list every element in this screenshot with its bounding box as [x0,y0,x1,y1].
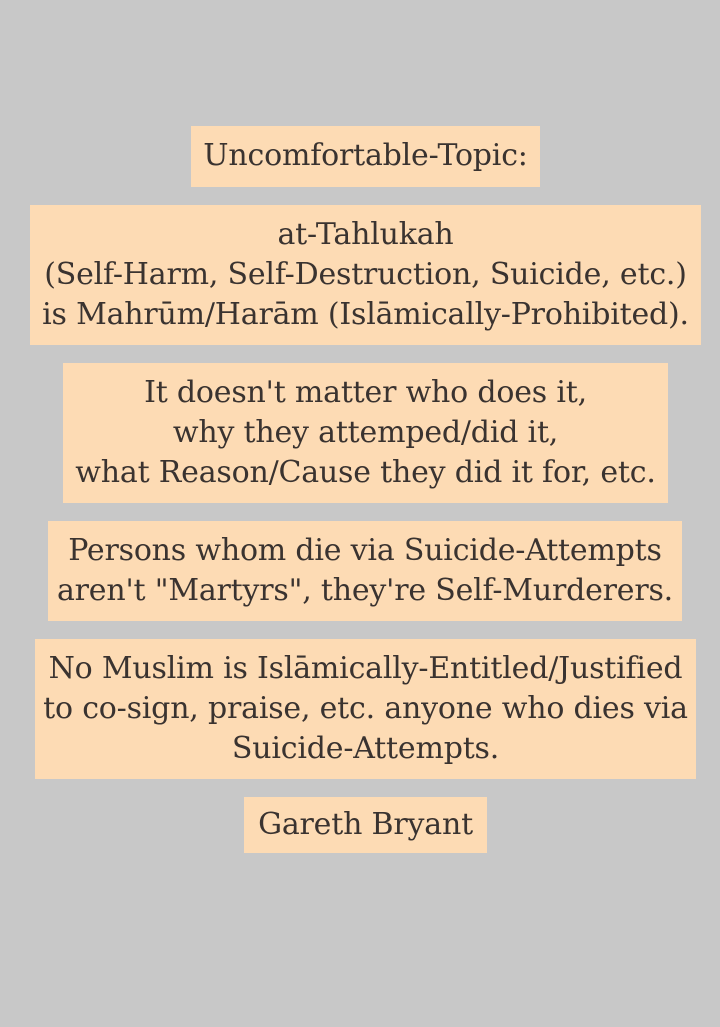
entitlement-box [35,639,696,779]
regardless-box [63,363,668,503]
entitlement-line-2: to co-sign, praise, etc. anyone who dies via [43,691,688,726]
entitlement-line-1: No Muslim is Islāmically-Entitled/Justified [48,651,683,686]
topic-heading-box [191,126,540,187]
regardless-line-3: what Reason/Cause they did it for, etc. [75,455,656,490]
definition-line-1: at-Tahlukah [277,217,454,252]
definition-box [30,205,701,345]
definition-line-2: (Self-Harm, Self-Destruction, Suicide, etc.) [44,257,687,292]
topic-heading: Uncomfortable-Topic: [203,138,528,173]
martyrs-box [48,521,682,621]
entitlement-line-3: Suicide-Attempts. [231,731,500,766]
author-box [244,797,487,853]
martyrs-line-2: aren't "Martyrs", they're Self-Murderers. [56,573,674,608]
author-name: Gareth Bryant [258,807,473,842]
regardless-line-2: why they attemped/did it, [172,415,559,450]
martyrs-line-1: Persons whom die via Suicide-Attempts [68,533,662,568]
regardless-line-1: It doesn't matter who does it, [144,375,587,410]
definition-line-3: is Mahrūm/Harām (Islāmically-Prohibited). [42,297,689,332]
